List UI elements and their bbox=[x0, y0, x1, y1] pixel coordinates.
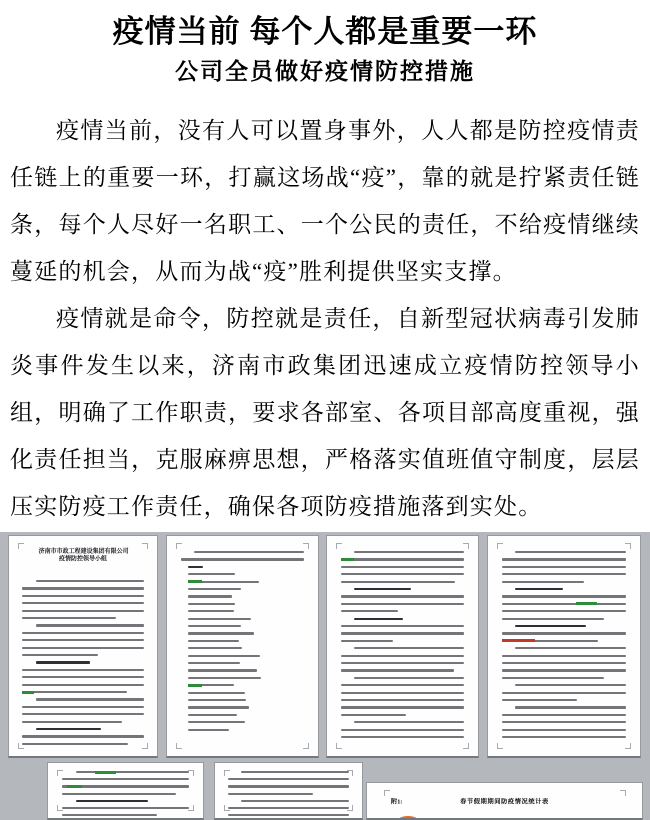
text-line bbox=[36, 624, 144, 626]
text-line bbox=[188, 573, 235, 575]
text-line bbox=[188, 588, 241, 590]
text-line bbox=[228, 793, 313, 795]
text-line bbox=[22, 654, 98, 656]
crop-mark-icon bbox=[384, 790, 390, 796]
preview-row-1 bbox=[0, 532, 650, 760]
text-line bbox=[22, 610, 143, 612]
text-line bbox=[354, 588, 410, 590]
highlighted-text-segment bbox=[502, 639, 535, 642]
text-line bbox=[188, 625, 241, 627]
attachment-title: 春节假期期间防疫情况统计表 bbox=[460, 798, 549, 806]
text-line bbox=[341, 669, 454, 671]
preview-row-2 bbox=[0, 760, 650, 820]
paragraph-2: 疫情就是命令，防控就是责任，自新型冠状病毒引发肺炎事件发生以来，济南市政集团迅速成立疫情防控领导小组，明确了工作职责，要求各部室、各项目部高度重视，强化责任担当，克服麻痹思想，严格落实值班值守制度，层层压实防疫工作责任，确保各项防疫措施落到实处。 bbox=[10, 306, 640, 519]
text-line bbox=[188, 566, 203, 568]
text-line bbox=[341, 729, 465, 731]
text-line bbox=[502, 662, 627, 664]
text-line bbox=[36, 728, 101, 730]
text-line bbox=[502, 669, 627, 671]
text-line bbox=[188, 632, 254, 634]
text-line bbox=[502, 632, 627, 634]
text-line bbox=[188, 595, 232, 597]
text-line bbox=[22, 721, 121, 723]
text-line bbox=[341, 692, 465, 694]
text-line bbox=[515, 625, 586, 627]
text-line bbox=[62, 807, 189, 809]
text-line bbox=[515, 647, 626, 649]
text-line bbox=[502, 581, 584, 583]
text-line bbox=[188, 603, 235, 605]
crop-mark-icon bbox=[18, 543, 24, 549]
text-line bbox=[341, 558, 465, 560]
text-line bbox=[241, 800, 348, 802]
crop-mark-icon bbox=[176, 743, 182, 749]
text-line bbox=[341, 595, 465, 597]
text-line bbox=[354, 721, 464, 723]
text-line bbox=[515, 706, 626, 708]
text-line bbox=[228, 778, 349, 780]
crop-mark-icon bbox=[142, 743, 148, 749]
text-line bbox=[502, 677, 604, 679]
text-line bbox=[36, 661, 91, 663]
text-line bbox=[341, 625, 465, 627]
text-line bbox=[188, 640, 239, 642]
page-thumbnail-2 bbox=[166, 535, 319, 758]
text-line bbox=[502, 595, 627, 597]
text-line bbox=[22, 632, 143, 634]
text-line bbox=[188, 669, 257, 671]
text-line bbox=[502, 573, 627, 575]
text-line bbox=[502, 603, 627, 605]
text-line bbox=[228, 785, 349, 787]
crop-mark-icon bbox=[497, 543, 503, 549]
crop-mark-icon bbox=[336, 743, 342, 749]
crop-mark-icon bbox=[142, 543, 148, 549]
text-line bbox=[22, 735, 143, 737]
text-line bbox=[188, 610, 234, 612]
highlighted-text-segment bbox=[95, 771, 117, 774]
text-line bbox=[62, 814, 157, 816]
text-line bbox=[502, 699, 578, 701]
text-line bbox=[188, 692, 245, 694]
crop-mark-icon bbox=[303, 543, 309, 549]
page-thumbnail-1 bbox=[8, 535, 158, 758]
crop-mark-icon bbox=[224, 770, 230, 776]
text-line bbox=[341, 640, 394, 642]
text-line bbox=[228, 814, 349, 816]
paragraph-1: 疫情当前，没有人可以置身事外，人人都是防控疫情责任链上的重要一环，打赢这场战“疫”，靠的就是拧紧责任链条，每个人尽好一名职工、一个公民的责任，不给疫情继续蔓延的机会，从而为战“疫”胜利提供坚实支撑。 bbox=[10, 118, 640, 284]
text-line bbox=[188, 647, 242, 649]
text-line bbox=[188, 699, 246, 701]
text-line bbox=[341, 662, 465, 664]
crop-mark-icon bbox=[463, 543, 469, 549]
page-subtitle: 公司全员做好疫情防控措施 bbox=[175, 59, 475, 84]
text-line bbox=[194, 551, 304, 553]
page-thumbnail-7 bbox=[366, 782, 643, 820]
highlighted-text-segment bbox=[22, 691, 34, 694]
text-line bbox=[181, 558, 305, 560]
text-line bbox=[341, 581, 455, 583]
text-line bbox=[502, 610, 627, 612]
text-line bbox=[76, 771, 189, 773]
text-line bbox=[188, 729, 229, 731]
text-line bbox=[341, 603, 465, 605]
text-line bbox=[188, 677, 260, 679]
crop-mark-icon bbox=[336, 543, 342, 549]
page-thumbnail-3 bbox=[326, 535, 479, 758]
text-line bbox=[22, 676, 143, 678]
text-line bbox=[341, 699, 465, 701]
text-line bbox=[22, 669, 143, 671]
text-line bbox=[354, 677, 464, 679]
text-line bbox=[341, 684, 465, 686]
crop-mark-icon bbox=[620, 790, 626, 796]
text-line bbox=[502, 692, 627, 694]
text-line bbox=[502, 721, 627, 723]
text-line bbox=[62, 778, 189, 780]
text-line bbox=[22, 602, 143, 604]
text-line bbox=[188, 721, 245, 723]
thumb-doc-title: 济南市市政工程建设集团有限公司 疫情防控领导小组 bbox=[38, 548, 129, 563]
text-line bbox=[22, 706, 143, 708]
text-line bbox=[502, 729, 627, 731]
crop-mark-icon bbox=[176, 543, 182, 549]
crop-mark-icon bbox=[625, 743, 631, 749]
text-line bbox=[62, 793, 176, 795]
text-line bbox=[341, 573, 465, 575]
highlighted-text-segment bbox=[188, 580, 202, 583]
highlighted-text-segment bbox=[67, 785, 83, 788]
text-line bbox=[341, 655, 465, 657]
text-line bbox=[515, 684, 626, 686]
text-line bbox=[76, 800, 148, 802]
text-line bbox=[22, 713, 143, 715]
text-line bbox=[354, 618, 403, 620]
text-line bbox=[22, 617, 116, 619]
text-line bbox=[341, 706, 465, 708]
text-line bbox=[341, 736, 465, 738]
text-line bbox=[22, 587, 143, 589]
text-line bbox=[188, 618, 251, 620]
text-line bbox=[515, 551, 626, 553]
text-line bbox=[228, 807, 349, 809]
highlighted-text-segment bbox=[341, 558, 355, 561]
crop-mark-icon bbox=[625, 543, 631, 549]
text-line bbox=[502, 714, 627, 716]
text-line bbox=[341, 714, 406, 716]
text-line bbox=[515, 588, 562, 590]
text-line bbox=[188, 706, 249, 708]
text-line bbox=[22, 647, 143, 649]
text-line bbox=[341, 632, 465, 634]
crop-mark-icon bbox=[57, 770, 63, 776]
text-line bbox=[22, 639, 143, 641]
text-line bbox=[502, 618, 605, 620]
text-line bbox=[188, 714, 237, 716]
decorative-orange-shape bbox=[395, 816, 421, 820]
page-thumbnail-6 bbox=[214, 762, 363, 820]
text-line bbox=[22, 743, 127, 745]
text-line bbox=[502, 736, 627, 738]
text-line bbox=[502, 558, 627, 560]
text-line bbox=[241, 771, 348, 773]
text-line bbox=[22, 691, 127, 693]
text-line bbox=[188, 662, 240, 664]
crop-mark-icon bbox=[303, 743, 309, 749]
attachment-previews bbox=[0, 532, 650, 820]
text-line bbox=[502, 566, 627, 568]
text-line bbox=[341, 610, 398, 612]
highlighted-text-segment bbox=[188, 684, 202, 687]
text-line bbox=[354, 551, 464, 553]
text-line bbox=[502, 655, 627, 657]
page-thumbnail-5 bbox=[47, 762, 204, 820]
text-line bbox=[22, 684, 143, 686]
text-line bbox=[36, 698, 144, 700]
text-line bbox=[354, 647, 464, 649]
crop-mark-icon bbox=[463, 743, 469, 749]
text-line bbox=[341, 566, 465, 568]
page-title: 疫情当前 每个人都是重要一环 bbox=[112, 14, 538, 49]
page-thumbnail-4 bbox=[487, 535, 641, 758]
text-line bbox=[22, 595, 143, 597]
text-line bbox=[36, 580, 144, 582]
highlighted-text-segment bbox=[576, 602, 597, 605]
crop-mark-icon bbox=[497, 743, 503, 749]
attachment-label: 附1: bbox=[391, 798, 403, 806]
text-line bbox=[188, 655, 260, 657]
